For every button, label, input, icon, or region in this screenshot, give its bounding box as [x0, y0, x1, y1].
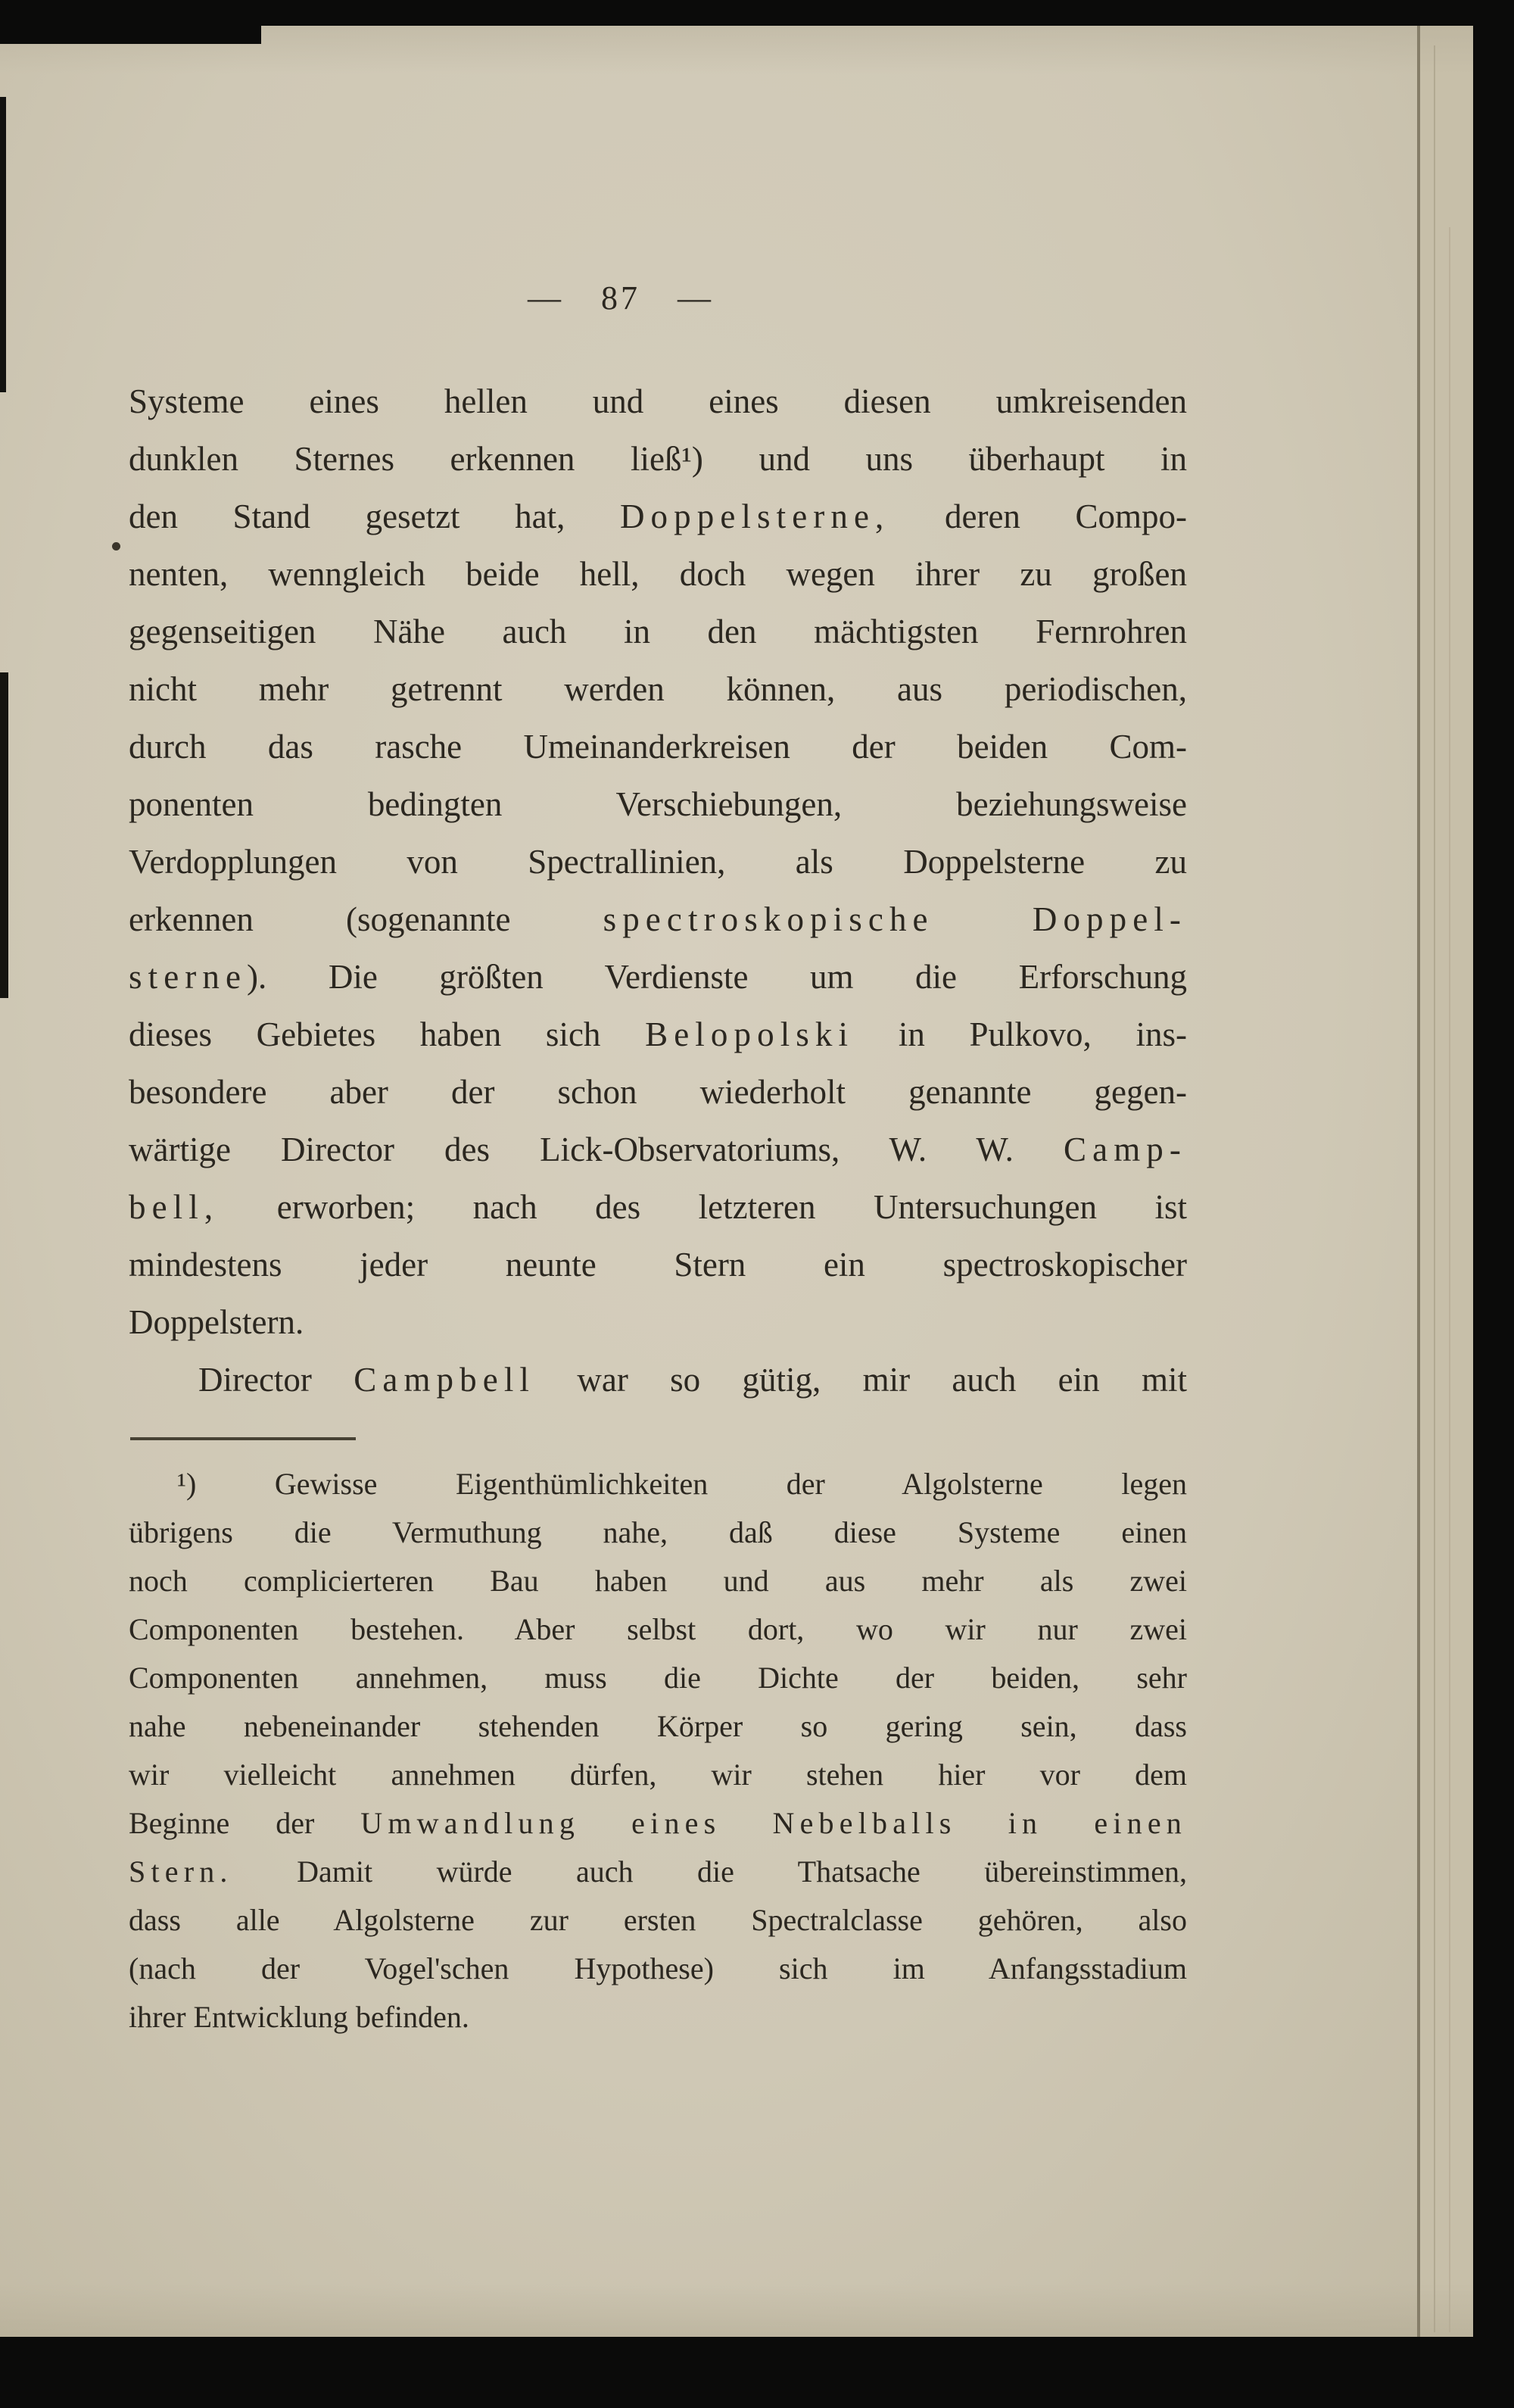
text-line: Beginne der Umwandlung eines Nebelballs in einen: [129, 1806, 1188, 1840]
scan-border-bottom: [0, 2337, 1514, 2408]
page-number: — 87 —: [528, 279, 714, 317]
text-column: [129, 373, 1187, 2041]
text-line: dunklen Sternes erkennen ließ¹) und uns überhaupt in: [129, 440, 1187, 478]
page-edge-line: [1449, 227, 1450, 2332]
text-line: Componenten bestehen. Aber selbst dort, wo wir nur zwei: [129, 1612, 1187, 1646]
text-line: sterne). Die größten Verdienste um die Erforschung: [129, 958, 1187, 996]
page-fold-line: [1417, 26, 1420, 2337]
text-line: mindestens jeder neunte Stern ein spectroskopischer: [129, 1246, 1187, 1284]
text-line: nicht mehr getrennt werden können, aus periodischen,: [129, 670, 1187, 708]
margin-ink-dot: [112, 542, 120, 551]
scan-border-right: [1473, 0, 1514, 2408]
text-line: gegenseitigen Nähe auch in den mächtigsten Fernrohren: [129, 613, 1187, 650]
page-fore-edge-strip: [1420, 0, 1473, 2408]
text-line: wärtige Director des Lick-Observatoriums, W. W. Camp-: [129, 1131, 1187, 1168]
scan-border-left-mark: [0, 672, 8, 998]
text-line: ¹) Gewisse Eigenthümlichkeiten der Algolsterne legen: [177, 1467, 1187, 1501]
footnote-separator: [130, 1437, 356, 1440]
text-line: Componenten annehmen, muss die Dichte der beiden, sehr: [129, 1661, 1187, 1695]
text-line: besondere aber der schon wiederholt genannte gegen-: [129, 1073, 1187, 1111]
text-line: durch das rasche Umeinanderkreisen der beiden Com-: [129, 728, 1187, 766]
scan-border-top-left: [0, 0, 261, 44]
text-line: Doppelstern.: [129, 1303, 304, 1341]
text-line: nenten, wenngleich beide hell, doch wegen ihrer zu großen: [129, 555, 1187, 593]
text-line: dieses Gebietes haben sich Belopolski in Pulkovo, ins-: [129, 1015, 1187, 1053]
scan-border-left-mark: [0, 97, 6, 392]
bottom-shadow-band: [0, 2284, 1514, 2337]
text-line: Verdopplungen von Spectrallinien, als Doppelsterne zu: [129, 843, 1187, 881]
text-line: ponenten bedingten Verschiebungen, beziehungsweise: [129, 785, 1187, 823]
text-line: ihrer Entwicklung befinden.: [129, 2000, 469, 2034]
text-line: Director Campbell war so gütig, mir auch ein mit: [198, 1361, 1187, 1399]
text-line: Systeme eines hellen und eines diesen umkreisenden: [129, 382, 1187, 420]
text-line: bell, erworben; nach des letzteren Untersuchungen ist: [129, 1188, 1187, 1226]
text-line: dass alle Algolsterne zur ersten Spectralclasse gehören, also: [129, 1903, 1187, 1937]
footnote-text: [129, 1460, 1187, 2041]
text-line: (nach der Vogel'schen Hypothese) sich im Anfangsstadium: [129, 1951, 1187, 1985]
text-line: noch complicierteren Bau haben und aus mehr als zwei: [129, 1564, 1187, 1598]
text-line: den Stand gesetzt hat, Doppelsterne, deren Compo-: [129, 498, 1188, 535]
main-text: [129, 373, 1187, 1408]
text-line: Stern. Damit würde auch die Thatsache übereinstimmen,: [129, 1854, 1187, 1889]
text-line: wir vielleicht annehmen dürfen, wir stehen hier vor dem: [129, 1758, 1187, 1792]
page-edge-line: [1434, 45, 1435, 2332]
text-line: übrigens die Vermuthung nahe, daß diese Systeme einen: [129, 1515, 1187, 1549]
text-line: nahe nebeneinander stehenden Körper so gering sein, dass: [129, 1709, 1187, 1743]
text-line: erkennen (sogenannte spectroskopische Doppel-: [129, 900, 1188, 938]
